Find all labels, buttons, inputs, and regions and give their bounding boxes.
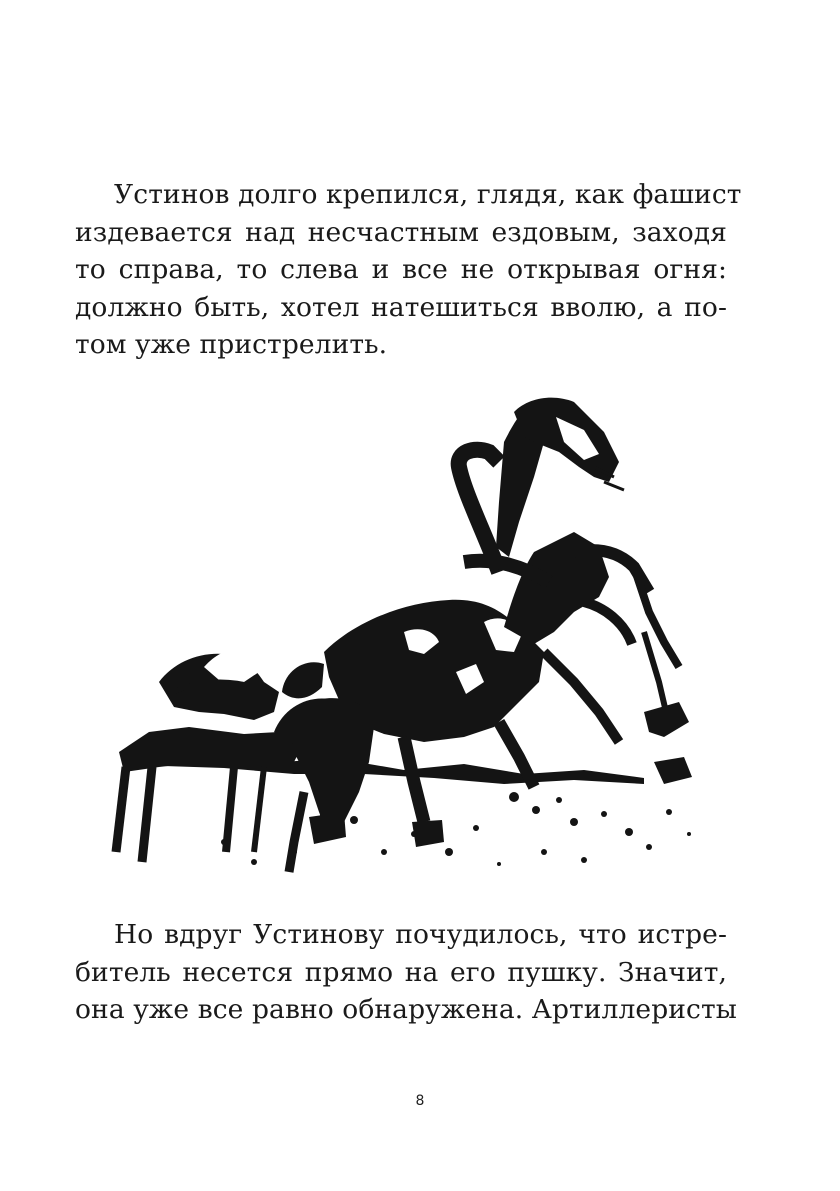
- text-line: Устинов долго крепился, глядя, как фашист: [114, 179, 742, 210]
- text-line: должно быть, хотел натешиться вволю, а по-: [75, 291, 727, 323]
- text-line: она уже все равно обнаружена. Артиллеристы: [75, 994, 737, 1025]
- horse-illustration: [104, 382, 704, 884]
- text-line: битель несется прямо на его пушку. Значит,: [75, 956, 727, 988]
- rearing-horse: [282, 398, 692, 872]
- text-line: том уже пристрелить.: [75, 329, 388, 360]
- text-line: Но вдруг Устинову почудилось, что истре-: [114, 919, 727, 950]
- paragraph-2: [75, 916, 737, 1029]
- text-line: издевается над несчастным ездовым, заходя: [75, 216, 727, 248]
- page-number: 8: [415, 1093, 425, 1109]
- paragraph-1: [75, 176, 742, 364]
- text-line: то справа, то слева и все не открывая огня:: [75, 254, 727, 285]
